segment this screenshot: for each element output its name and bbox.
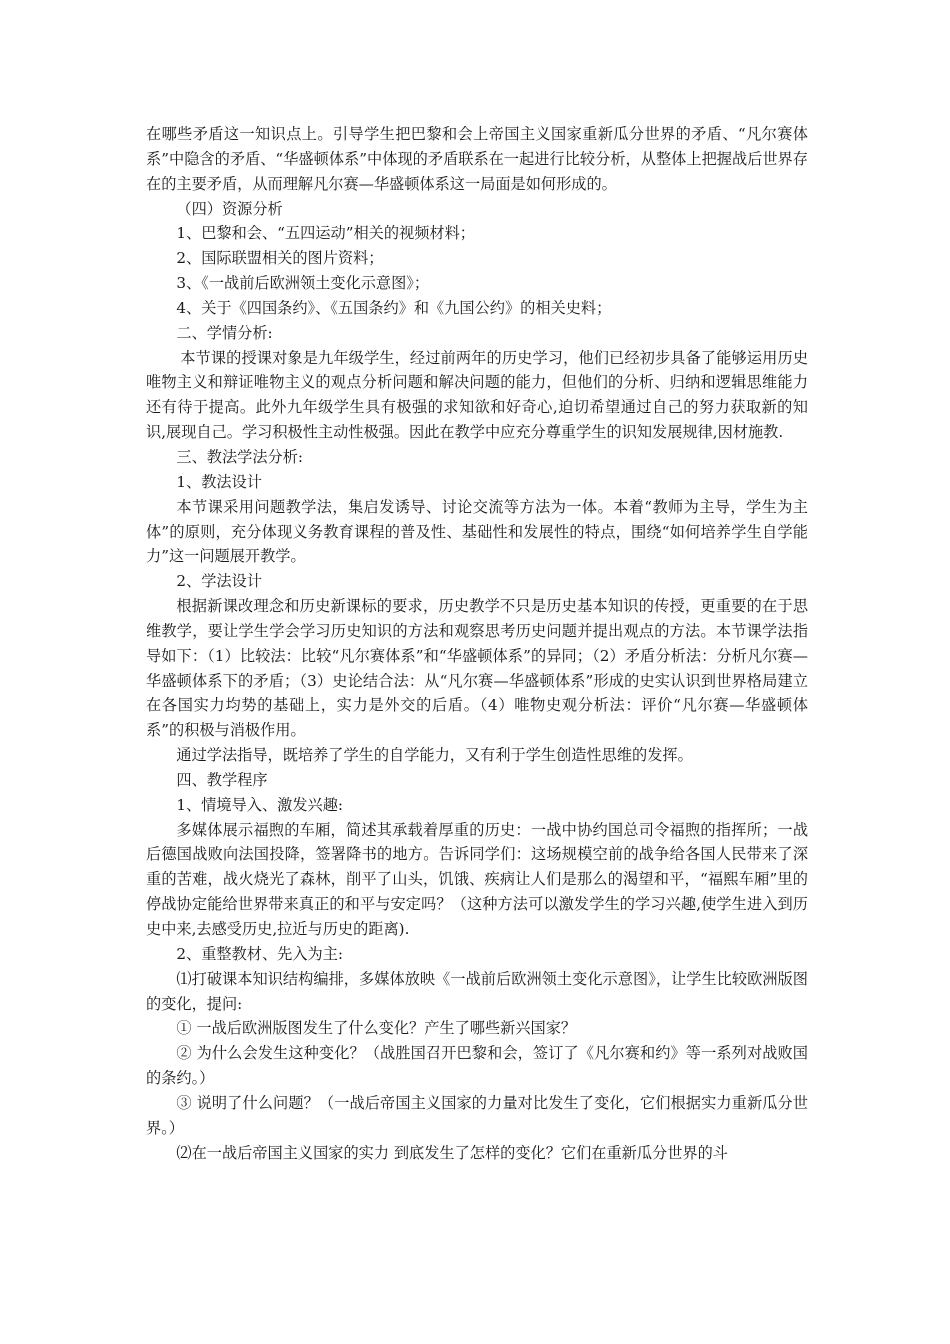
paragraph-reorganize-1: ⑴打破课本知识结构编排，多媒体放映《一战前后欧洲领土变化示意图》，让学生比较欧洲版图的变化，提问: [146, 969, 808, 1013]
question-item: ③ 说明了什么问题？（一战后帝国主义国家的力量对比发生了变化，它们根据实力重新瓜分世界。） [146, 1093, 808, 1137]
subheading-reorganize: 2、重整教材、先入为主: [176, 944, 344, 963]
list-item: 3、《一战前后欧洲领土变化示意图》； [176, 274, 430, 293]
question-item: ① 一战后欧洲版图发生了什么变化？产生了哪些新兴国家？ [176, 1019, 577, 1038]
heading-student-analysis: 二、学情分析: [176, 323, 273, 342]
question-item: ② 为什么会发生这种变化？（战胜国召开巴黎和会，签订了《凡尔赛和约》等一系列对战败国的条约。） [146, 1044, 808, 1088]
list-item: 4、关于《四国条约》、《五国条约》和《九国公约》的相关史料； [176, 298, 612, 317]
document-body [146, 122, 808, 1165]
paragraph-student-analysis: 本节课的授课对象是九年级学生，经过前两年的历史学习，他们已经初步具备了能够运用历史唯物主义和辩证唯物主义的观点分析问题和解决问题的能力，但他们的分析、归纳和逻辑思维能力还有待于提高。此外九年级学生具有极强的求知欲和好奇心,迫切希望通过自己的努力获取新的知识,展现自己。学习积极性主动性极强。因此在教学中应充分尊重学生的识知发展规律,因材施教. [146, 348, 808, 442]
paragraph-teaching-method: 本节课采用问题教学法，集启发诱导、讨论交流等方法为一体。本着“教师为主导，学生为主体”的原则，充分体现义务教育课程的普及性、基础性和发展性的特点，围绕“如何培养学生自学能力”这一问题展开教学。 [146, 497, 808, 566]
paragraph-learning-method: 根据新课改理念和历史新课标的要求，历史教学不只是历史基本知识的传授，更重要的在于思维教学，要让学生学会学习历史知识的方法和观察思考历史问题并提出观点的方法。本节课学法指导如下：（1）比较法：比较“凡尔赛体系”和“华盛顿体系”的异同；（2）矛盾分析法：分析凡尔赛—华盛顿体系下的矛盾；（3）史论结合法：从“凡尔赛—华盛顿体系”形成的史实认识到世界格局建立在各国实力均势的基础上，实力是外交的后盾。（4）唯物史观分析法：评价“凡尔赛—华盛顿体系”的积极与消极作用。 [146, 597, 808, 740]
paragraph-method-summary: 通过学法指导，既培养了学生的自学能力，又有利于学生创造性思维的发挥。 [176, 746, 693, 765]
paragraph-reorganize-2: ⑵在一战后帝国主义国家的实力 到底发生了怎样的变化？它们在重新瓜分世界的斗 [176, 1143, 728, 1162]
heading-resource-analysis: （四）资源分析 [176, 199, 283, 218]
subheading-learning-method: 2、学法设计 [176, 572, 262, 591]
subheading-introduction: 1、情境导入、激发兴趣: [176, 795, 344, 814]
heading-teaching-procedure: 四、教学程序 [176, 770, 268, 789]
list-item: 2、国际联盟相关的图片资料； [176, 249, 384, 268]
paragraph-introduction: 多媒体展示福煦的车厢，简述其承载着厚重的历史：一战中协约国总司令福煦的指挥所；一战后德国战败向法国投降，签署降书的地方。告诉同学们：这场规模空前的战争给各国人民带来了深重的苦难，战火烧光了森林，削平了山头，饥饿、疾病让人们是那么的渴望和平，“福熙车厢”里的停战协定能给世界带来真正的和平与安定吗？（这种方法可以激发学生的学习兴趣,使学生进入到历史中来,去感受历史,拉近与历史的距离). [146, 820, 808, 938]
list-item: 1、巴黎和会、“五四运动”相关的视频材料； [176, 224, 475, 243]
subheading-teaching-method: 1、教法设计 [176, 472, 262, 491]
heading-method-analysis: 三、教法学法分析: [176, 447, 304, 466]
paragraph-intro: 在哪些矛盾这一知识点上。引导学生把巴黎和会上帝国主义国家重新瓜分世界的矛盾、“凡尔赛体系”中隐含的矛盾、“华盛顿体系”中体现的矛盾联系在一起进行比较分析，从整体上把握战后世界存在的主要矛盾，从而理解凡尔赛—华盛顿体系这一局面是如何形成的。 [146, 125, 808, 193]
